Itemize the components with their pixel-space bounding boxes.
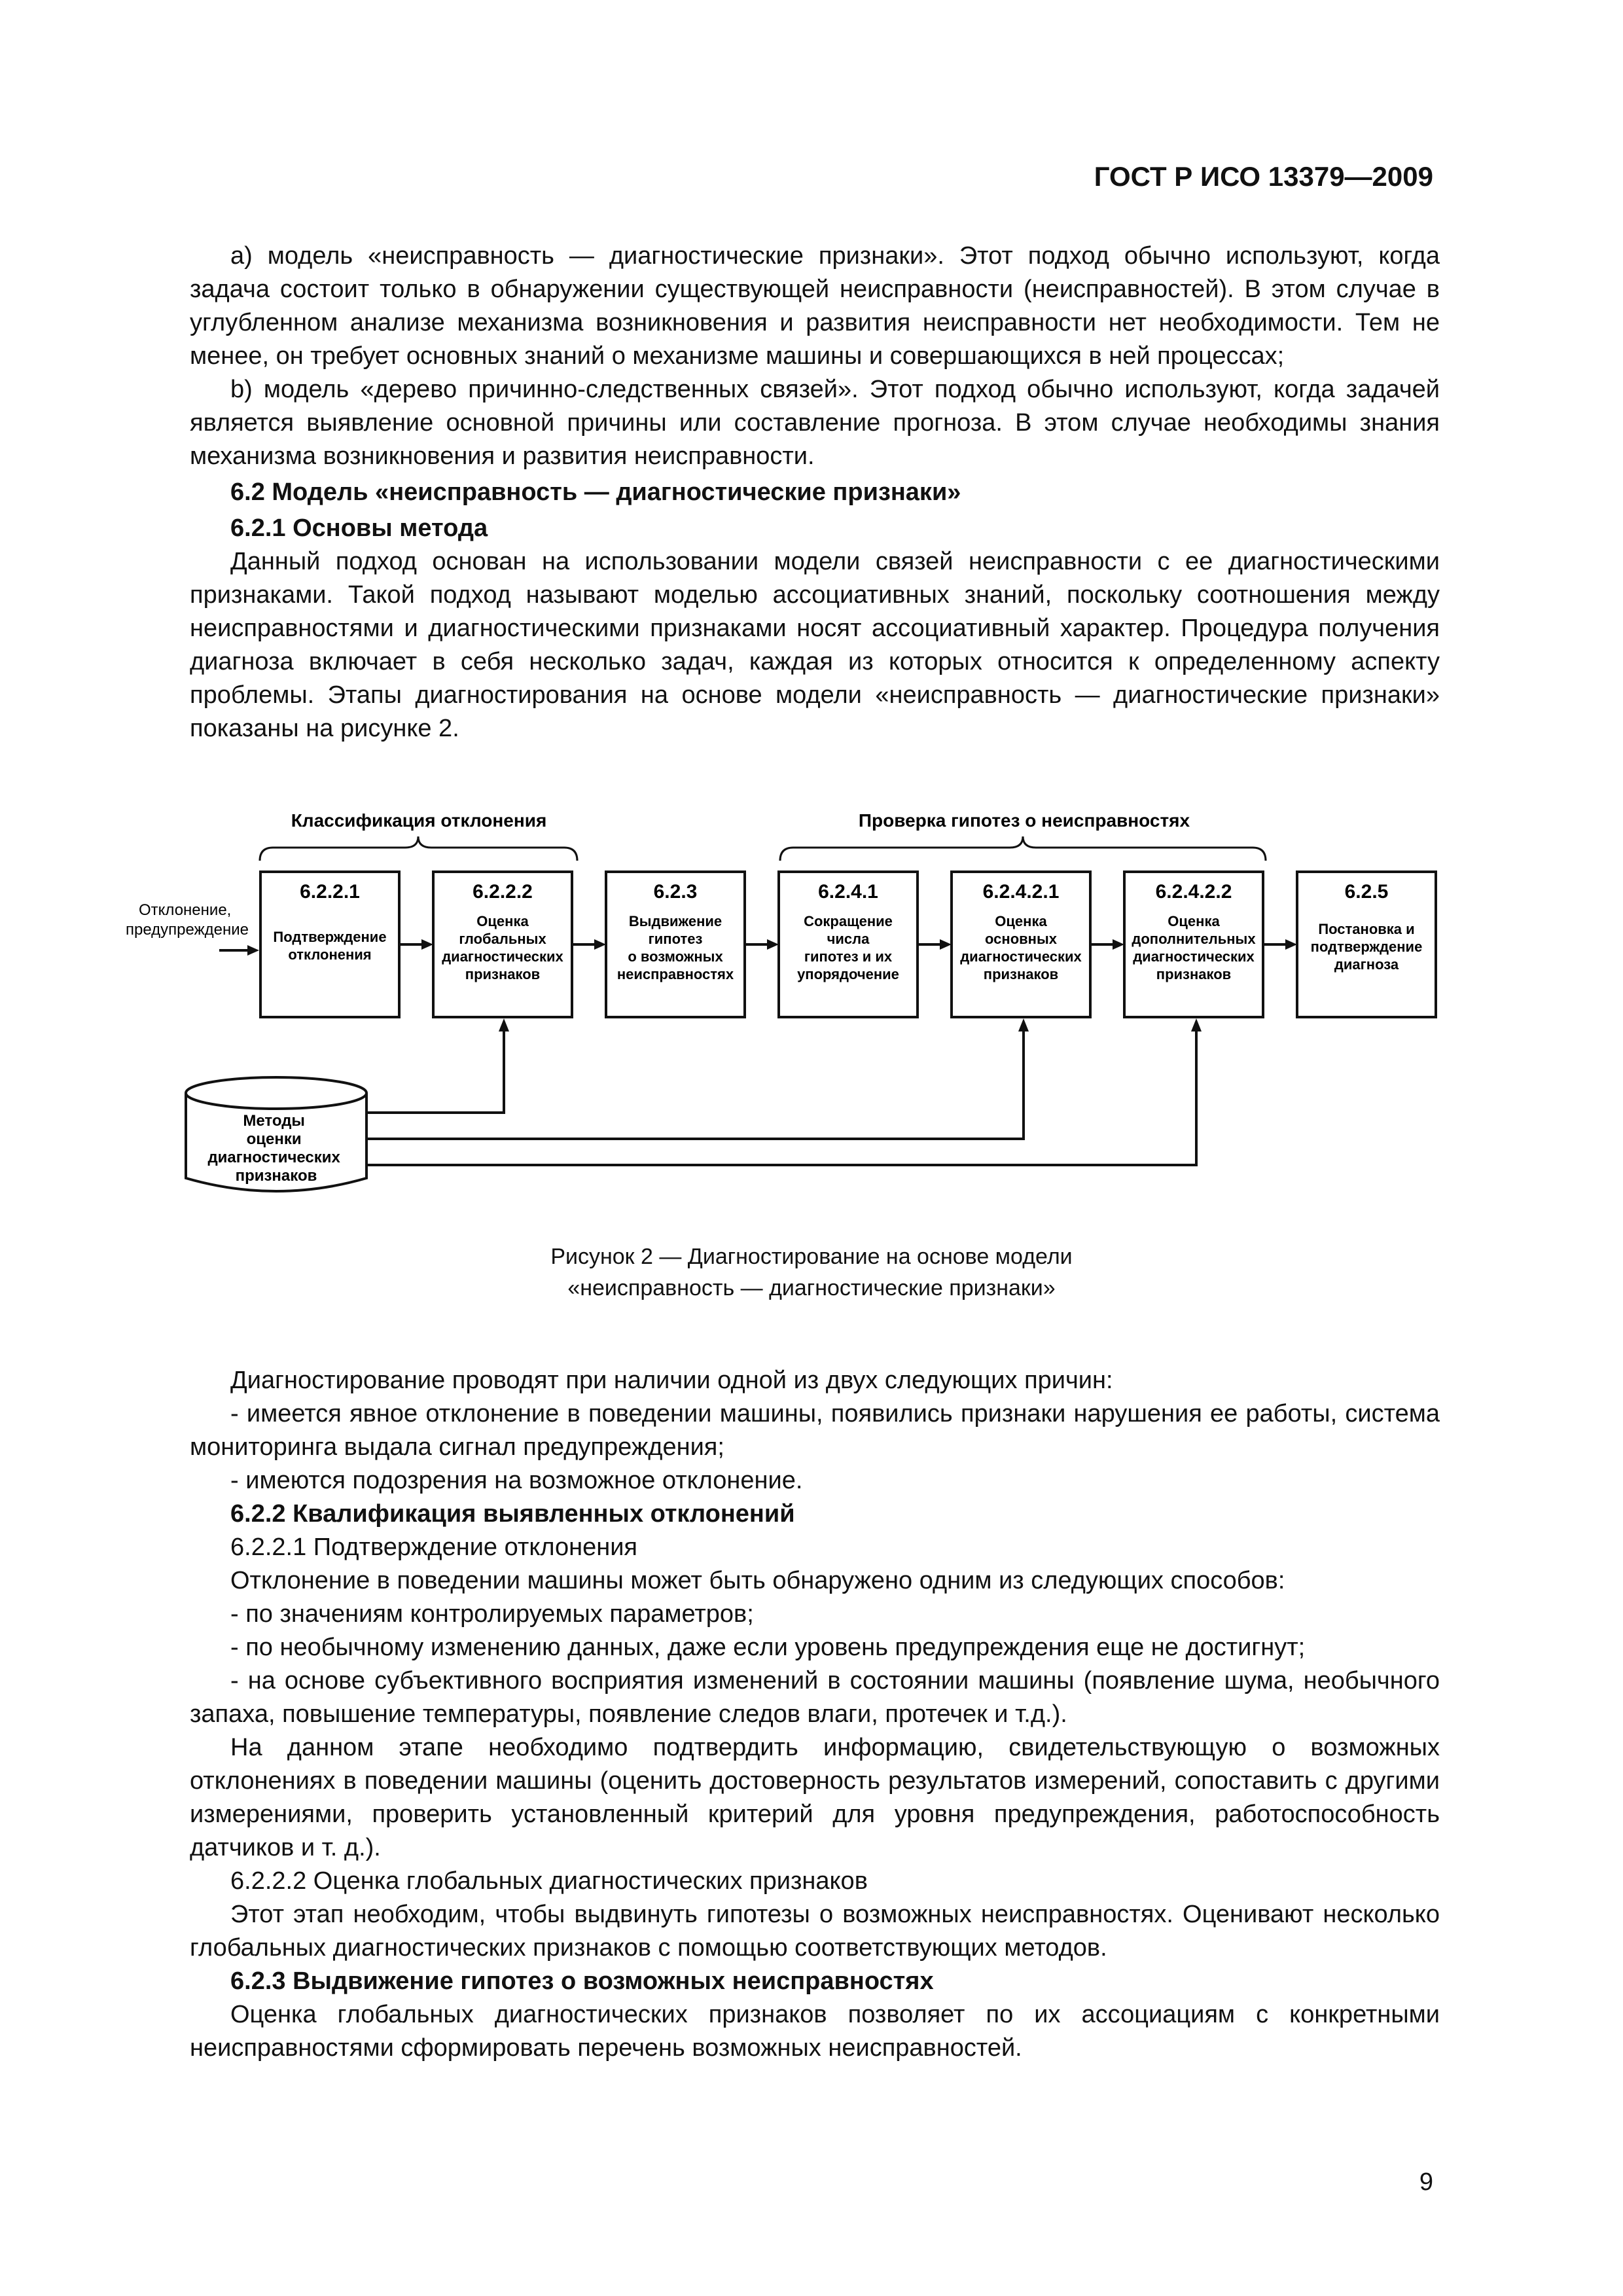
paragraph-global-features: Этот этап необходим, чтобы выдвинуть гипотезы о возможных неисправностях. Оценивают несколько глобальных диагностических признаков с помощью соответствующих методов. — [190, 1901, 1440, 1962]
bullet-explicit-deviation: - имеется явное отклонение в поведении машины, появились признаки нарушения ее работы, система мониторинга выдала сигнал предупреждения; — [190, 1400, 1440, 1461]
process-box-line: дополнительных — [1132, 931, 1256, 947]
process-box-line: неисправностях — [616, 966, 734, 982]
process-box-line: гипотез — [648, 931, 703, 947]
process-box-2 — [606, 872, 745, 1017]
methods-database — [186, 1077, 366, 1191]
process-box-number: 6.2.4.2.1 — [982, 881, 1060, 903]
process-box-line: признаков — [983, 966, 1059, 982]
process-box-number: 6.2.2.1 — [300, 881, 360, 903]
process-box-line: Оценка — [476, 913, 529, 929]
process-box-line: диагноза — [1334, 956, 1399, 973]
process-box-0 — [260, 872, 399, 1017]
svg-text:Методы оценки диаг: Методы оценки диагностических признаков — [207, 1112, 340, 1185]
process-box-3 — [779, 872, 918, 1017]
process-box-line: глобальных — [459, 931, 546, 947]
page-number: 9 — [1419, 2168, 1433, 2196]
process-box-line: о возможных — [628, 948, 723, 965]
process-box-number: 6.2.4.1 — [818, 881, 878, 903]
process-box-number: 6.2.4.2.2 — [1155, 881, 1232, 903]
process-box-line: Оценка — [995, 913, 1047, 929]
process-box-line: диагностических — [1133, 948, 1255, 965]
process-box-line: диагностических — [442, 948, 563, 965]
input-label-deviation: Отклонение, предупреждение — [125, 901, 249, 939]
process-box-line: гипотез и их — [804, 948, 893, 965]
process-box-line: упорядочение — [797, 966, 899, 982]
process-box-line: признаков — [465, 966, 541, 982]
document-header: ГОСТ Р ИСО 13379—2009 — [1094, 161, 1433, 192]
bullet-subjective: - на основе субъективного восприятия изменений в состоянии машины (появление шума, необычного запаха, повышение температуры, появление следов влаги, протечек и т.д.). — [190, 1667, 1440, 1728]
paragraph-confirmation: На данном этапе необходимо подтвердить информацию, свидетельствующую о возможных отклонениях в поведении машины (оценить достоверность результатов измерений, сопоставить с другими измерениями, проверить установленный критерий для уровня предупреждения, работоспособность датчиков и т. д.). — [190, 1734, 1440, 1861]
process-box-1 — [433, 872, 572, 1017]
process-box-line: Сокращение — [804, 913, 893, 929]
paragraph-6-2-1: Данный подход основан на использовании модели связей неисправности с ее диагностическими признаками. Такой подход называют моделью ассоциативных знаний, поскольку соотношения между неисправностями и диагностическими признаками носят ассоциативный характер. Процедура получения диагноза включает в себя несколько задач, каждая из которых относится к определенному аспекту проблемы. Этапы диагностирования на основе модели «неисправность — диагностические признаки» показаны на рисунке 2. — [190, 548, 1440, 742]
process-box-4 — [952, 872, 1090, 1017]
process-box-line: числа — [827, 931, 870, 947]
figure-caption-line1: Рисунок 2 — Диагностирование на основе модели — [550, 1244, 1073, 1269]
paragraph-diagnosis-intro: Диагностирование проводят при наличии одной из двух следующих причин: — [230, 1367, 1113, 1394]
process-box-line: подтверждение — [1310, 939, 1423, 955]
process-box-line: Выдвижение — [628, 913, 722, 929]
process-box-line: отклонения — [288, 946, 372, 963]
process-box-line: Оценка — [1168, 913, 1220, 929]
subheading-6-2-2-2: 6.2.2.2 Оценка глобальных диагностических признаков — [230, 1867, 868, 1895]
group-label-classification: Классификация отклонения — [291, 810, 547, 831]
heading-6-2: 6.2 Модель «неисправность — диагностические признаки» — [230, 478, 961, 506]
heading-6-2-3: 6.2.3 Выдвижение гипотез о возможных неисправностях — [230, 1967, 934, 1995]
process-box-number: 6.2.5 — [1344, 881, 1389, 903]
subheading-6-2-2-1: 6.2.2.1 Подтверждение отклонения — [230, 1534, 638, 1561]
process-box-line: Постановка и — [1318, 921, 1415, 937]
paragraph-detection-intro: Отклонение в поведении машины может быть обнаружено одним из следующих способов: — [230, 1567, 1285, 1594]
bullet-suspicion: - имеются подозрения на возможное отклонение. — [230, 1467, 803, 1494]
process-box-number: 6.2.2.2 — [473, 881, 533, 903]
process-box-number: 6.2.3 — [653, 881, 698, 903]
feedback-arrows — [366, 1029, 1196, 1165]
bullet-parameter-values: - по значениям контролируемых параметров; — [230, 1600, 754, 1628]
heading-6-2-2: 6.2.2 Квалификация выявленных отклонений — [230, 1500, 795, 1528]
process-box-6 — [1297, 872, 1436, 1017]
figure-caption-line2: «неисправность — диагностические признаки» — [567, 1276, 1056, 1300]
brace-right — [780, 836, 1266, 861]
paragraph-model-a: a) модель «неисправность — диагностические признаки». Этот подход обычно используют, когда задача состоит только в обнаружении существующей неисправности (неисправностей). В этом случае в углубленном анализе механизма возникновения и развития неисправности нет необходимости. Тем не менее, он требует основных знаний о механизме машины и совершающихся в ней процессах; — [190, 242, 1440, 370]
bottom-text-block — [190, 1364, 1440, 2065]
paragraph-6-2-3: Оценка глобальных диагностических признаков позволяет по их ассоциациям с конкретными неисправностями сформировать перечень возможных неисправностей. — [190, 2001, 1440, 2062]
process-box-line: основных — [985, 931, 1057, 947]
bullet-unusual-change: - по необычному изменению данных, даже если уровень предупреждения еще не достигнут; — [230, 1634, 1306, 1661]
paragraph-model-b: b) модель «дерево причинно-следственных связей». Этот подход обычно используют, когда задачей является выявление основной причины или составление прогноза. В этом случае необходимы знания механизма возникновения и развития неисправности. — [190, 376, 1440, 470]
process-box-line: Подтверждение — [273, 929, 387, 945]
process-box-line: признаков — [1156, 966, 1232, 982]
process-box-line: диагностических — [960, 948, 1082, 965]
process-box-5 — [1124, 872, 1263, 1017]
group-label-hypothesis-check: Проверка гипотез о неисправностях — [858, 810, 1190, 831]
brace-left — [260, 836, 577, 861]
arrows — [219, 945, 259, 956]
heading-6-2-1: 6.2.1 Основы метода — [230, 514, 488, 542]
